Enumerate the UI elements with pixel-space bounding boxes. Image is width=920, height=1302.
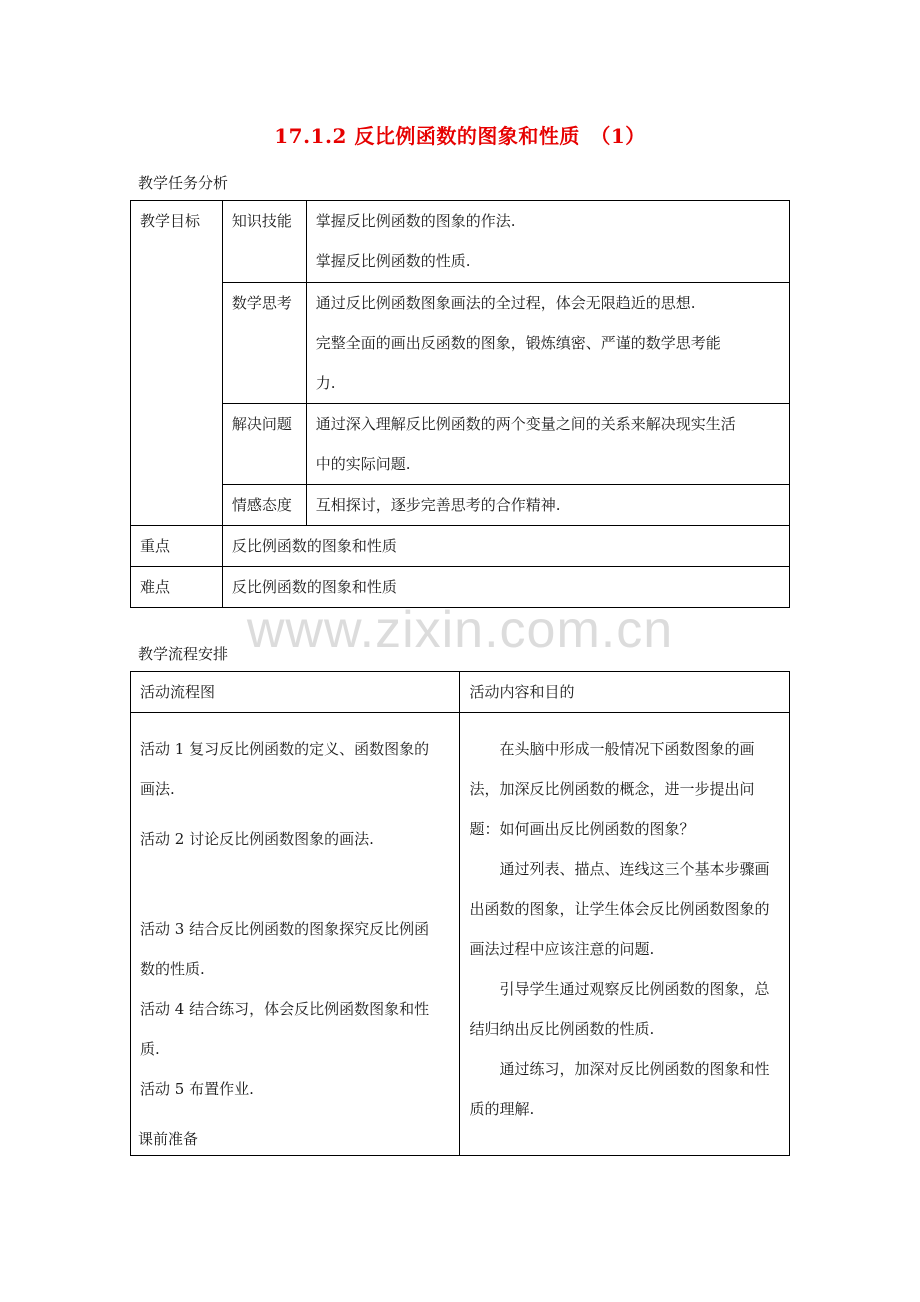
difficulty-label: 难点 [131,567,223,608]
task-analysis-table [130,200,790,608]
flow-heading: 教学流程安排 [138,645,229,663]
content-thinking [306,283,789,404]
content-line: 完整全面的画出反函数的图象，锻炼缜密、严谨的数学思考能 [315,334,721,352]
difficulty-content: 反比例函数的图象和性质 [222,567,789,608]
page-title: 17.1.2 反比例函数的图象和性质 （1） [274,124,646,148]
activity-line: 活动 3 结合反比例函数的图象探究反比例函 [140,920,430,938]
activity-3 [140,909,450,989]
category-attitude: 情感态度 [222,485,306,526]
purpose-paragraph: 引导学生通过观察反比例函数的图象，总结归纳出反比例函数的性质. [469,980,770,1038]
activity-line: 活动 2 讨论反比例函数图象的画法. [140,830,374,848]
category-problem-solving: 解决问题 [222,404,306,485]
purpose-paragraph: 在头脑中形成一般情况下函数图象的画法，加深反比例函数的概念，进一步提出问题：如何画出反比例函数的图象？ [469,740,755,838]
activity-line: 数的性质. [140,960,205,978]
task-analysis-heading: 教学任务分析 [138,174,229,192]
activity-4 [140,989,450,1069]
watermark: www.zixin.com.cn [246,601,674,659]
key-point-label: 重点 [131,526,223,567]
key-point-content: 反比例函数的图象和性质 [222,526,789,567]
activity-1 [140,729,450,809]
activity-line: 画法. [140,780,175,798]
purpose-paragraph: 通过练习，加深对反比例函数的图象和性质的理解. [469,1060,770,1118]
activity-line: 活动 1 复习反比例函数的定义、函数图象的 [140,740,430,758]
content-line: 互相探讨，逐步完善思考的合作精神. [315,496,561,514]
activity-line: 质. [140,1040,160,1058]
content-line: 力. [315,374,336,392]
activity-line: 活动 5 布置作业. [140,1080,254,1098]
flow-col2-header: 活动内容和目的 [460,672,790,713]
activity-line: 活动 4 结合练习，体会反比例函数图象和性 [140,1000,430,1018]
purpose-paragraph: 通过列表、描点、连线这三个基本步骤画出函数的图象，让学生体会反比例函数图象的画法过程中应该注意的问题. [469,860,770,958]
content-line: 中的实际问题. [315,455,411,473]
activity-5 [140,1069,450,1109]
content-line: 掌握反比例函数的性质. [315,252,471,270]
content-attitude [306,485,789,526]
flow-col1-header: 活动流程图 [131,672,460,713]
activity-2 [140,819,450,859]
content-line: 掌握反比例函数的图象的作法. [315,212,516,230]
activity-list [131,713,460,1156]
content-knowledge [306,201,789,283]
content-problem-solving [306,404,789,485]
purpose-list [460,713,790,1156]
category-thinking: 数学思考 [222,283,306,404]
prep-heading: 课前准备 [138,1130,199,1148]
objectives-label: 教学目标 [131,201,223,526]
flow-table [130,671,790,1156]
content-line: 通过反比例函数图象画法的全过程，体会无限趋近的思想. [315,294,696,312]
category-knowledge: 知识技能 [222,201,306,283]
content-line: 通过深入理解反比例函数的两个变量之间的关系来解决现实生活 [315,415,736,433]
